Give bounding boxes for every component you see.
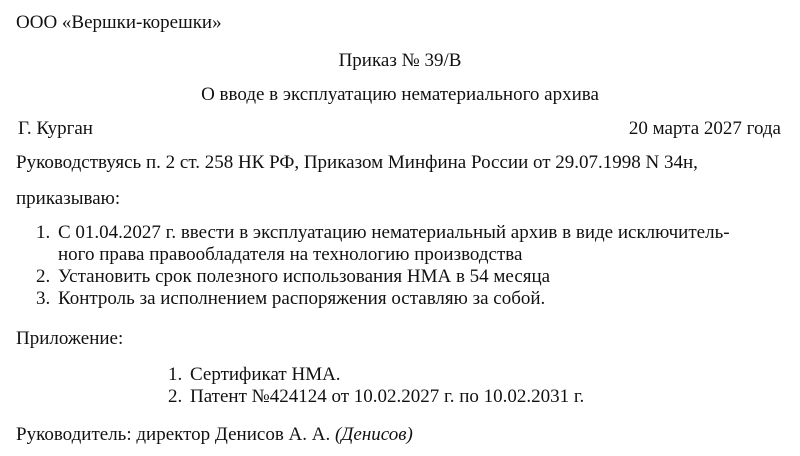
order-item-number: 2. (36, 266, 51, 287)
city: Г. Курган (18, 118, 93, 139)
order-item-number: 1. (36, 222, 51, 243)
appendix-item (168, 364, 584, 386)
order-item (36, 288, 788, 310)
signature-text: Руководитель: директор Денисов А. А. (16, 424, 331, 445)
order-item-text: Установить срок полезного использования НМА в 54 месяца (58, 266, 551, 287)
order-item (36, 222, 788, 266)
order-item-number: 3. (36, 288, 51, 309)
order-item-text (58, 222, 788, 266)
appendix-item-number: 1. (168, 364, 183, 385)
appendix-item-text: Патент №424124 от 10.02.2027 г. по 10.02.2031 г. (190, 386, 585, 407)
appendix-label: Приложение: (16, 328, 124, 349)
appendix-item-text: Сертификат НМА. (190, 364, 341, 385)
signature-line (16, 424, 413, 446)
legal-basis: Руководствуясь п. 2 ст. 258 НК РФ, Приказом Минфина России от 29.07.1998 N 34н, (16, 152, 698, 173)
order-items-list (36, 222, 788, 310)
company-name: ООО «Вершки-корешки» (16, 12, 222, 33)
decree-word: приказываю: (16, 188, 121, 209)
order-title: Приказ № 39/В (338, 50, 462, 71)
appendix-list (168, 364, 584, 408)
order-date: 20 марта 2027 года (628, 118, 781, 139)
order-item-text: Контроль за исполнением распоряжения оставляю за собой. (58, 288, 546, 309)
order-item-line: С 01.04.2027 г. ввести в эксплуатацию нематериальный архив в виде исключитель- (58, 222, 730, 243)
appendix-item-number: 2. (168, 386, 183, 407)
order-item-line: ного права правообладателя на технологию производства (58, 244, 523, 265)
order-subject: О вводе в эксплуатацию нематериального архива (201, 84, 599, 105)
signature-name: (Денисов) (334, 424, 413, 445)
order-item (36, 266, 788, 288)
appendix-item (168, 386, 584, 408)
